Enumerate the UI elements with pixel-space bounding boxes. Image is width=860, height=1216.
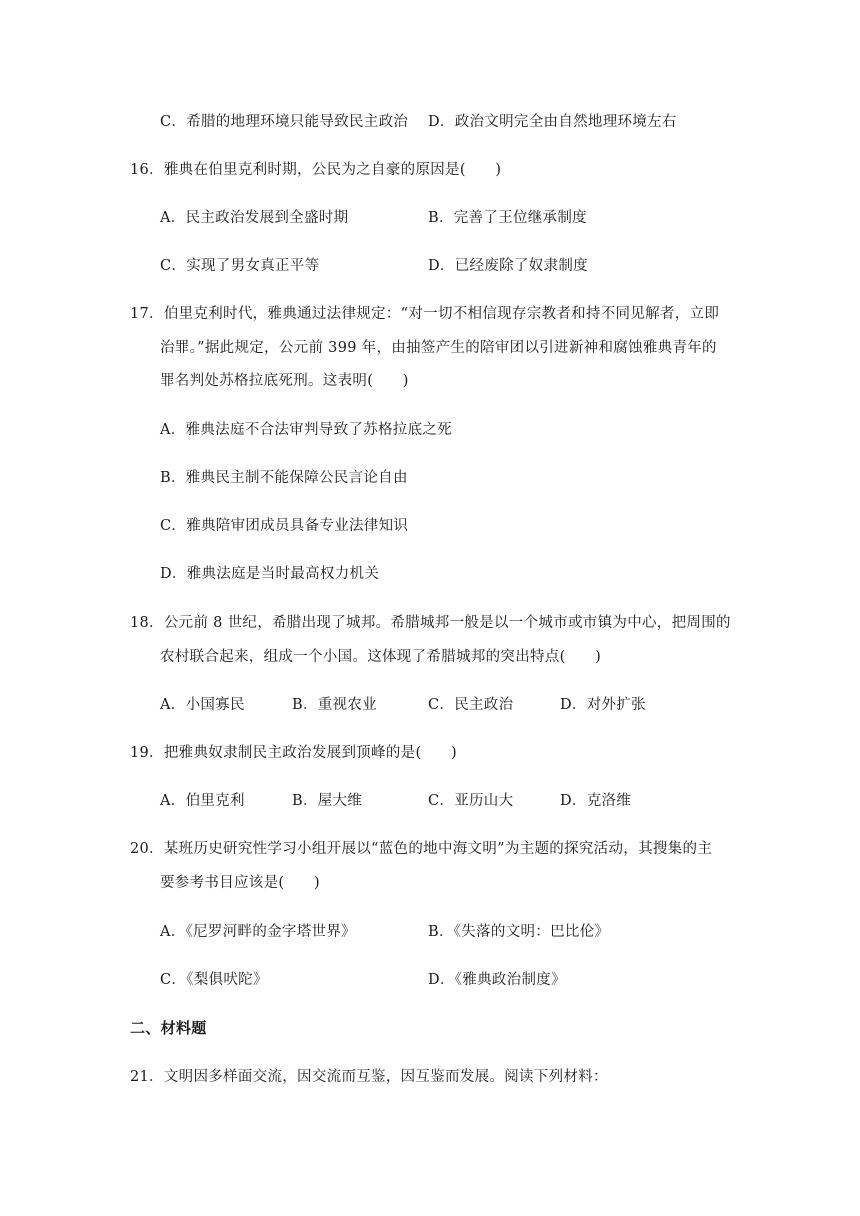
q17-stem-line-3: 罪名判处苏格拉底死刑。这表明( ): [160, 373, 409, 389]
q17-option-d: D．雅典法庭是当时最高权力机关: [160, 566, 380, 582]
q17-option-c: C．雅典陪审团成员具备专业法律知识: [160, 518, 409, 534]
section-heading-materials: 二、材料题: [130, 1019, 207, 1037]
q20-option-a: A．《尼罗河畔的金字塔世界》: [160, 924, 356, 940]
q18-stem-line-2: 农村联合起来，组成一个小国。这体现了希腊城邦的突出特点( ): [160, 649, 602, 665]
q18-option-c: C．民主政治: [428, 697, 514, 713]
q21-stem: 21．文明因多样面交流，因交流而互鉴，因互鉴而发展。阅读下列材料：: [130, 1069, 608, 1085]
q16-stem: 16．雅典在伯里克利时期，公民为之自豪的原因是( ): [130, 162, 502, 178]
q15-option-d: D．政治文明完全由自然地理环境左右: [428, 114, 677, 130]
q20-option-c: C．《梨俱吠陀》: [160, 972, 268, 988]
q20-stem-line-1: 20．某班历史研究性学习小组开展以“蓝色的地中海文明”为主题的探究活动，其搜集的主: [130, 841, 713, 857]
q20-option-d: D．《雅典政治制度》: [428, 972, 566, 988]
q18-option-b: B．重视农业: [292, 697, 377, 713]
q19-option-a: A．伯里克利: [160, 793, 245, 809]
q18-stem-line-1: 18．公元前 8 世纪，希腊出现了城邦。希腊城邦一般是以一个城市或市镇为中心，把周围的: [130, 615, 731, 631]
q18-option-a: A．小国寡民: [160, 697, 245, 713]
q16-option-b: B．完善了王位继承制度: [428, 210, 587, 226]
q19-stem: 19．把雅典奴隶制民主政治发展到顶峰的是( ): [130, 745, 457, 761]
q16-option-a: A．民主政治发展到全盛时期: [160, 210, 349, 226]
q16-option-c: C．实现了男女真正平等: [160, 258, 320, 274]
q19-option-c: C．亚历山大: [428, 793, 514, 809]
q19-option-d: D．克洛维: [560, 793, 632, 809]
q20-stem-line-2: 要参考书目应该是( ): [160, 875, 320, 891]
q17-stem-line-1: 17．伯里克利时代，雅典通过法律规定：“对一切不相信现存宗教者和持不同见解者，立即: [130, 306, 720, 322]
q17-stem-line-2: 治罪。”据此规定，公元前 399 年，由抽签产生的陪审团以引进新神和腐蚀雅典青年的: [160, 340, 717, 356]
q20-option-b: B．《失落的文明：巴比伦》: [428, 924, 610, 940]
q19-option-b: B．屋大维: [292, 793, 363, 809]
q17-option-a: A．雅典法庭不合法审判导致了苏格拉底之死: [160, 422, 452, 438]
q16-option-d: D．已经废除了奴隶制度: [428, 258, 588, 274]
q17-option-b: B．雅典民主制不能保障公民言论自由: [160, 470, 408, 486]
q15-option-c: C．希腊的地理环境只能导致民主政治: [160, 114, 409, 130]
q18-option-d: D．对外扩张: [560, 697, 646, 713]
